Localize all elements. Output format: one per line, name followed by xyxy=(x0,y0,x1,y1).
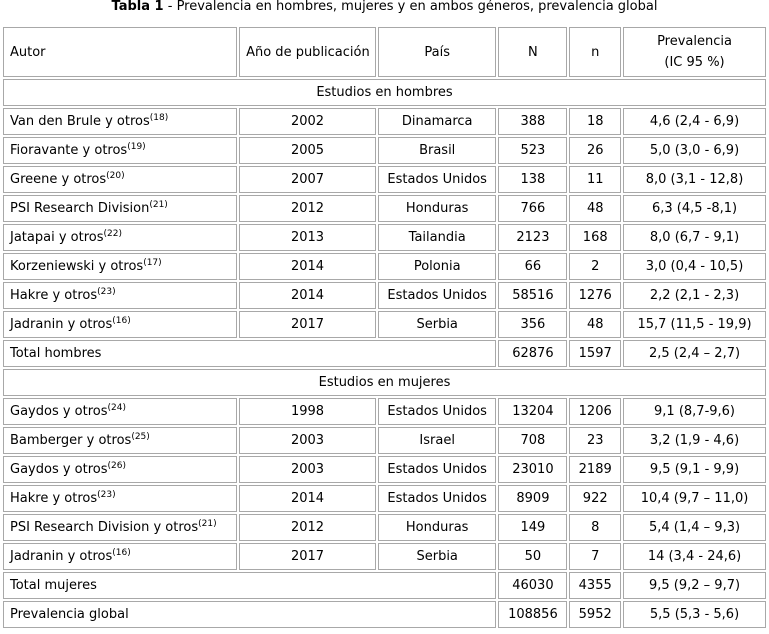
cell-anio: 2017 xyxy=(239,311,376,338)
cell-n: 922 xyxy=(569,485,621,512)
table-row xyxy=(3,398,766,425)
cell-anio: 2014 xyxy=(239,485,376,512)
cell-pais: Honduras xyxy=(378,195,497,222)
reference-number: (20) xyxy=(106,171,125,181)
cell-pais: Honduras xyxy=(378,514,497,541)
cell-pais: Serbia xyxy=(378,311,497,338)
prevalence-table xyxy=(1,25,768,630)
cell-autor xyxy=(3,485,237,512)
reference-number: (16) xyxy=(112,548,131,558)
author-name: Jatapai y otros xyxy=(10,230,104,245)
author-name: Greene y otros xyxy=(10,172,107,187)
reference-number: (24) xyxy=(107,403,126,413)
cell-autor xyxy=(3,253,237,280)
header-prevalencia xyxy=(623,27,766,77)
cell-prevalencia: 2,2 (2,1 - 2,3) xyxy=(623,282,766,309)
global-prevalence-row xyxy=(3,601,766,628)
total-row-hombres xyxy=(3,340,766,367)
cell-pais: Estados Unidos xyxy=(378,456,497,483)
reference-number: (21) xyxy=(149,200,168,210)
author-name: PSI Research Division xyxy=(10,201,150,216)
cell-prevalencia: 15,7 (11,5 - 19,9) xyxy=(623,311,766,338)
cell-anio: 2013 xyxy=(239,224,376,251)
cell-n: 1276 xyxy=(569,282,621,309)
cell-prevalencia: 5,0 (3,0 - 6,9) xyxy=(623,137,766,164)
cell-N: 8909 xyxy=(498,485,567,512)
cell-N: 388 xyxy=(498,108,567,135)
cell-n: 8 xyxy=(569,514,621,541)
header-anio: Año de publicación xyxy=(239,27,376,77)
cell-pais: Estados Unidos xyxy=(378,166,497,193)
cell-n: 7 xyxy=(569,543,621,570)
cell-prevalencia: 4,6 (2,4 - 6,9) xyxy=(623,108,766,135)
cell-N: 58516 xyxy=(498,282,567,309)
cell-prevalencia: 10,4 (9,7 – 11,0) xyxy=(623,485,766,512)
header-pais: País xyxy=(378,27,497,77)
table-caption xyxy=(0,0,769,22)
total-label: Total mujeres xyxy=(3,572,496,599)
header-row xyxy=(3,27,766,77)
reference-number: (23) xyxy=(97,287,116,297)
total-label: Total hombres xyxy=(3,340,496,367)
cell-anio: 2012 xyxy=(239,195,376,222)
cell-N: 523 xyxy=(498,137,567,164)
caption-label: Tabla 1 xyxy=(111,0,164,14)
cell-N: 66 xyxy=(498,253,567,280)
caption-text: - Prevalencia en hombres, mujeres y en ambos géneros, prevalencia global xyxy=(163,0,658,14)
cell-autor xyxy=(3,282,237,309)
reference-number: (21) xyxy=(198,519,217,529)
total-n: 1597 xyxy=(569,340,621,367)
cell-n: 2189 xyxy=(569,456,621,483)
section-title: Estudios en hombres xyxy=(3,79,766,106)
total-prevalencia: 2,5 (2,4 – 2,7) xyxy=(623,340,766,367)
table-row xyxy=(3,253,766,280)
cell-N: 2123 xyxy=(498,224,567,251)
table-row xyxy=(3,514,766,541)
cell-N: 50 xyxy=(498,543,567,570)
cell-N: 766 xyxy=(498,195,567,222)
reference-number: (19) xyxy=(127,142,146,152)
author-name: Van den Brule y otros xyxy=(10,114,150,129)
cell-n: 18 xyxy=(569,108,621,135)
author-name: Bamberger y otros xyxy=(10,433,132,448)
cell-prevalencia: 14 (3,4 - 24,6) xyxy=(623,543,766,570)
table-row xyxy=(3,224,766,251)
cell-autor xyxy=(3,224,237,251)
cell-autor xyxy=(3,166,237,193)
cell-prevalencia: 9,5 (9,1 - 9,9) xyxy=(623,456,766,483)
section-title: Estudios en mujeres xyxy=(3,369,766,396)
cell-N: 356 xyxy=(498,311,567,338)
cell-anio: 2003 xyxy=(239,456,376,483)
cell-prevalencia: 8,0 (6,7 - 9,1) xyxy=(623,224,766,251)
table-row xyxy=(3,311,766,338)
table-row xyxy=(3,282,766,309)
table-row xyxy=(3,137,766,164)
total-N: 108856 xyxy=(498,601,567,628)
cell-pais: Estados Unidos xyxy=(378,398,497,425)
cell-prevalencia: 9,1 (8,7-9,6) xyxy=(623,398,766,425)
cell-autor xyxy=(3,137,237,164)
total-n: 5952 xyxy=(569,601,621,628)
cell-autor xyxy=(3,456,237,483)
cell-pais: Polonia xyxy=(378,253,497,280)
cell-anio: 2014 xyxy=(239,253,376,280)
cell-pais: Estados Unidos xyxy=(378,485,497,512)
cell-anio: 2003 xyxy=(239,427,376,454)
cell-N: 138 xyxy=(498,166,567,193)
cell-anio: 2017 xyxy=(239,543,376,570)
total-prevalencia: 9,5 (9,2 – 9,7) xyxy=(623,572,766,599)
author-name: Gaydos y otros xyxy=(10,404,108,419)
cell-prevalencia: 8,0 (3,1 - 12,8) xyxy=(623,166,766,193)
cell-autor xyxy=(3,427,237,454)
cell-pais: Israel xyxy=(378,427,497,454)
total-N: 62876 xyxy=(498,340,567,367)
cell-autor xyxy=(3,543,237,570)
cell-pais: Dinamarca xyxy=(378,108,497,135)
author-name: Korzeniewski y otros xyxy=(10,259,144,274)
cell-N: 23010 xyxy=(498,456,567,483)
header-prev-line1: Prevalencia xyxy=(657,34,732,49)
cell-n: 48 xyxy=(569,195,621,222)
cell-anio: 1998 xyxy=(239,398,376,425)
cell-n: 1206 xyxy=(569,398,621,425)
header-prev-line2: (IC 95 %) xyxy=(664,55,725,70)
author-name: Fioravante y otros xyxy=(10,143,128,158)
author-name: PSI Research Division y otros xyxy=(10,520,199,535)
total-prevalencia: 5,5 (5,3 - 5,6) xyxy=(623,601,766,628)
cell-autor xyxy=(3,311,237,338)
cell-anio: 2005 xyxy=(239,137,376,164)
cell-pais: Tailandia xyxy=(378,224,497,251)
cell-n: 2 xyxy=(569,253,621,280)
reference-number: (18) xyxy=(149,113,169,123)
total-row-mujeres xyxy=(3,572,766,599)
cell-pais: Brasil xyxy=(378,137,497,164)
cell-pais: Serbia xyxy=(378,543,497,570)
cell-autor xyxy=(3,514,237,541)
table-row xyxy=(3,543,766,570)
header-N: N xyxy=(498,27,567,77)
table-row xyxy=(3,195,766,222)
cell-prevalencia: 5,4 (1,4 – 9,3) xyxy=(623,514,766,541)
author-name: Jadranin y otros xyxy=(10,317,113,332)
cell-anio: 2012 xyxy=(239,514,376,541)
author-name: Gaydos y otros xyxy=(10,462,108,477)
total-n: 4355 xyxy=(569,572,621,599)
cell-n: 48 xyxy=(569,311,621,338)
reference-number: (22) xyxy=(103,229,122,239)
author-name: Jadranin y otros xyxy=(10,549,113,564)
cell-n: 11 xyxy=(569,166,621,193)
cell-n: 168 xyxy=(569,224,621,251)
cell-anio: 2002 xyxy=(239,108,376,135)
table-row xyxy=(3,485,766,512)
cell-autor xyxy=(3,108,237,135)
cell-prevalencia: 3,0 (0,4 - 10,5) xyxy=(623,253,766,280)
table-row xyxy=(3,108,766,135)
total-N: 46030 xyxy=(498,572,567,599)
table-row xyxy=(3,427,766,454)
author-name: Hakre y otros xyxy=(10,288,98,303)
total-label: Prevalencia global xyxy=(3,601,496,628)
cell-autor xyxy=(3,195,237,222)
section-row-hombres xyxy=(3,79,766,106)
reference-number: (26) xyxy=(107,461,126,471)
author-name: Hakre y otros xyxy=(10,491,98,506)
cell-prevalencia: 6,3 (4,5 -8,1) xyxy=(623,195,766,222)
header-n: n xyxy=(569,27,621,77)
header-autor: Autor xyxy=(3,27,237,77)
reference-number: (25) xyxy=(131,432,150,442)
cell-n: 23 xyxy=(569,427,621,454)
reference-number: (23) xyxy=(97,490,116,500)
cell-N: 149 xyxy=(498,514,567,541)
section-row-mujeres xyxy=(3,369,766,396)
cell-N: 708 xyxy=(498,427,567,454)
cell-anio: 2007 xyxy=(239,166,376,193)
cell-n: 26 xyxy=(569,137,621,164)
table-row xyxy=(3,456,766,483)
cell-anio: 2014 xyxy=(239,282,376,309)
cell-prevalencia: 3,2 (1,9 - 4,6) xyxy=(623,427,766,454)
cell-pais: Estados Unidos xyxy=(378,282,497,309)
reference-number: (16) xyxy=(112,316,131,326)
reference-number: (17) xyxy=(143,258,162,268)
cell-N: 13204 xyxy=(498,398,567,425)
table-row xyxy=(3,166,766,193)
cell-autor xyxy=(3,398,237,425)
